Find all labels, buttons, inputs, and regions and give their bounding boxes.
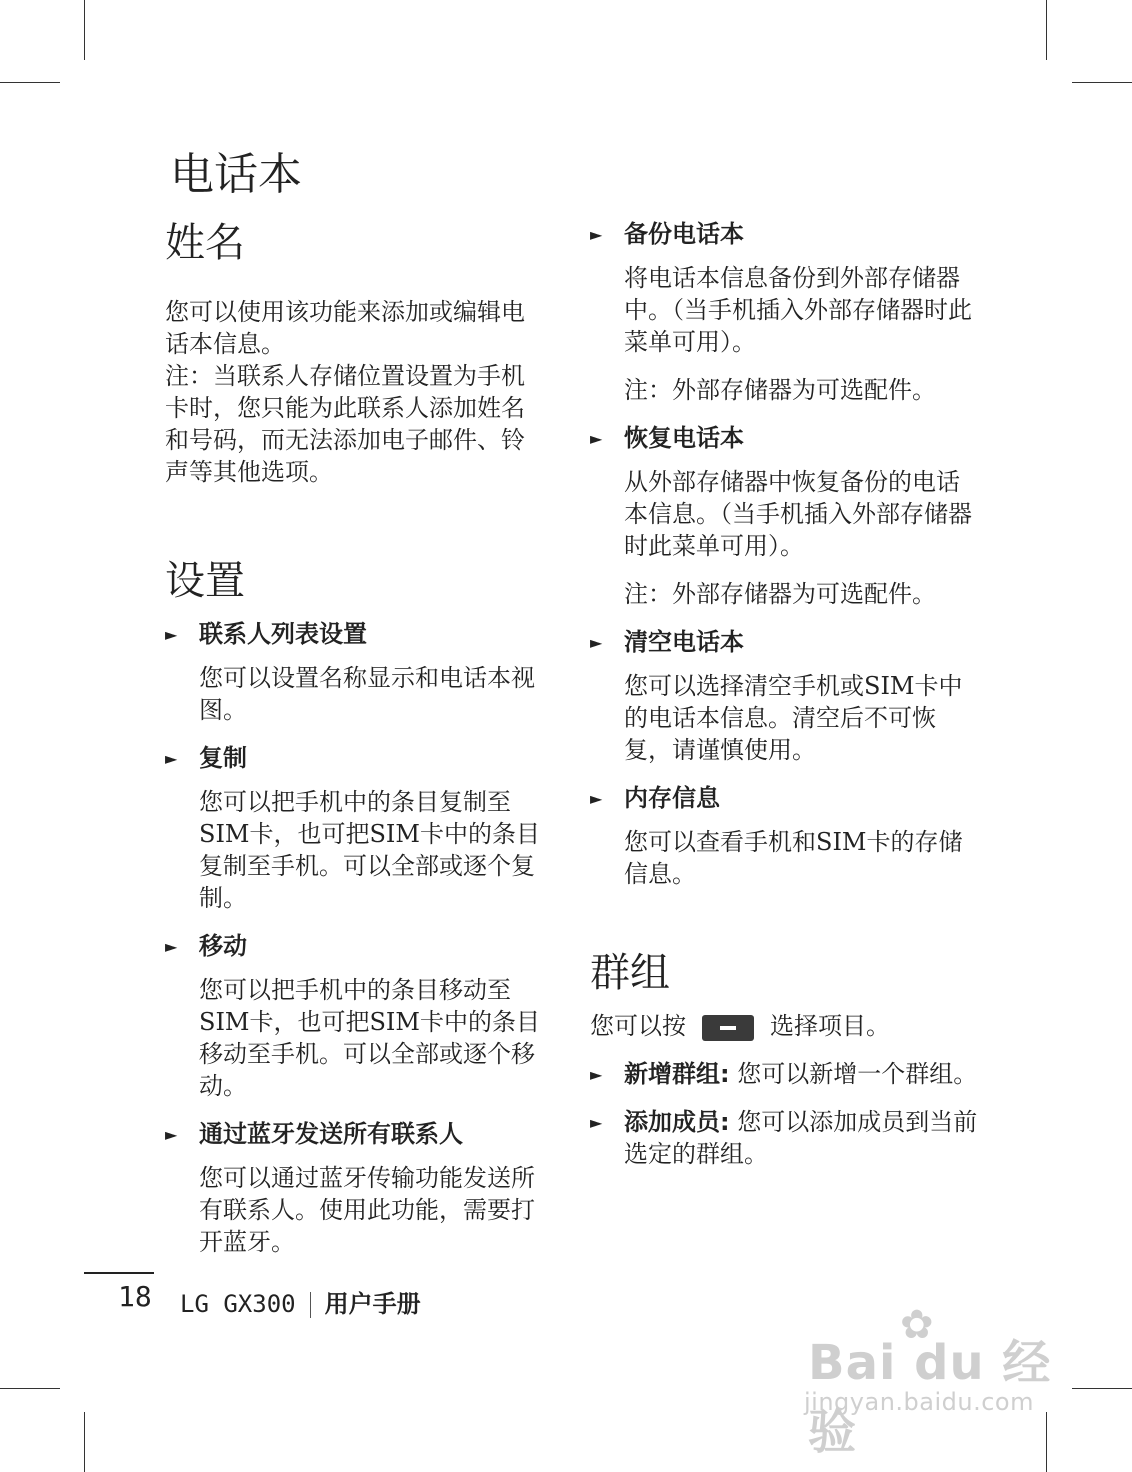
bullet-arrow-icon: ► bbox=[165, 1125, 178, 1144]
settings-item-copy bbox=[165, 742, 545, 914]
crop-mark bbox=[0, 82, 60, 83]
item-body: 您可以查看手机和SIM卡的存储信息。 bbox=[624, 828, 963, 888]
right-column bbox=[590, 218, 980, 1170]
item-title: 清空电话本 bbox=[624, 628, 744, 656]
settings-heading: 设置 bbox=[165, 558, 245, 604]
page-number: 18 bbox=[118, 1280, 152, 1313]
item-text bbox=[624, 1058, 980, 1090]
groups-intro-after: 选择项目。 bbox=[770, 1012, 890, 1040]
item-title: 联系人列表设置 bbox=[199, 620, 367, 648]
item-body: 您可以把手机中的条目移动至SIM卡，也可把SIM卡中的条目移动至手机。可以全部或逐个移动。 bbox=[199, 976, 540, 1100]
footer-rule bbox=[84, 1272, 154, 1274]
bullet-arrow-icon: ► bbox=[590, 633, 603, 652]
groups-intro bbox=[590, 1010, 980, 1042]
item-backup-phonebook bbox=[590, 218, 980, 406]
bullet-arrow-icon: ► bbox=[165, 937, 178, 956]
names-heading: 姓名 bbox=[165, 220, 245, 266]
item-title: 通过蓝牙发送所有联系人 bbox=[199, 1120, 463, 1148]
bullet-arrow-icon: ► bbox=[590, 1065, 603, 1084]
item-restore-phonebook bbox=[590, 422, 980, 610]
crop-mark bbox=[84, 0, 85, 60]
item-body: 您可以选择清空手机或SIM卡中的电话本信息。清空后不可恢复，请谨慎使用。 bbox=[624, 672, 963, 764]
watermark-logo: Bai du 经验 bbox=[808, 1335, 1052, 1460]
item-title: 添加成员: bbox=[624, 1108, 730, 1136]
bullet-arrow-icon: ► bbox=[590, 789, 603, 808]
item-note: 注：外部存储器为可选配件。 bbox=[624, 580, 936, 608]
item-title: 移动 bbox=[199, 932, 247, 960]
item-title: 新增群组: bbox=[624, 1060, 730, 1088]
settings-item-move bbox=[165, 930, 545, 1102]
groups-item-new bbox=[590, 1058, 980, 1090]
item-body: 您可以添加成员到当前选定的群组。 bbox=[624, 1108, 978, 1168]
item-body: 您可以新增一个群组。 bbox=[737, 1060, 978, 1088]
footer-manual: 用户手册 bbox=[324, 1290, 421, 1318]
item-title: 内存信息 bbox=[624, 784, 720, 812]
groups-intro-before: 您可以按 bbox=[590, 1012, 686, 1040]
crop-mark bbox=[1072, 1388, 1132, 1389]
left-column bbox=[165, 216, 545, 1258]
bullet-arrow-icon: ► bbox=[165, 749, 178, 768]
watermark-url: jingyan.baidu.com bbox=[804, 1388, 1034, 1416]
paw-icon: ✿ bbox=[900, 1302, 934, 1348]
item-note: 注：外部存储器为可选配件。 bbox=[624, 376, 936, 404]
footer-model: LG GX300 bbox=[180, 1290, 296, 1318]
item-title: 恢复电话本 bbox=[624, 424, 744, 452]
names-body: 您可以使用该功能来添加或编辑电话本信息。 bbox=[165, 298, 525, 358]
groups-item-add-member bbox=[590, 1106, 980, 1170]
item-title: 备份电话本 bbox=[624, 220, 744, 248]
page-title: 电话本 bbox=[170, 149, 302, 200]
bullet-arrow-icon: ► bbox=[165, 625, 178, 644]
names-note: 注：当联系人存储位置设置为手机卡时，您只能为此联系人添加姓名和号码，而无法添加电子邮件、铃声等其他选项。 bbox=[165, 362, 525, 486]
item-body: 将电话本信息备份到外部存储器中。（当手机插入外部存储器时此菜单可用）。 bbox=[624, 264, 972, 356]
settings-item-contact-list bbox=[165, 618, 545, 726]
settings-item-bluetooth-send bbox=[165, 1118, 545, 1258]
item-title: 复制 bbox=[199, 744, 247, 772]
baidu-watermark bbox=[800, 1302, 1070, 1460]
item-text bbox=[624, 1106, 980, 1170]
bullet-arrow-icon: ► bbox=[590, 429, 603, 448]
item-body: 您可以通过蓝牙传输功能发送所有联系人。使用此功能，需要打开蓝牙。 bbox=[199, 1164, 535, 1256]
item-clear-phonebook bbox=[590, 626, 980, 766]
item-body: 您可以把手机中的条目复制至SIM卡，也可把SIM卡中的条目复制至手机。可以全部或逐个复制。 bbox=[199, 788, 540, 912]
item-memory-info bbox=[590, 782, 980, 890]
crop-mark bbox=[0, 1388, 60, 1389]
crop-mark bbox=[84, 1412, 85, 1472]
soft-key-icon bbox=[702, 1015, 754, 1041]
groups-heading: 群组 bbox=[590, 950, 670, 996]
item-body: 从外部存储器中恢复备份的电话本信息。（当手机插入外部存储器时此菜单可用）。 bbox=[624, 468, 972, 560]
crop-mark bbox=[1072, 82, 1132, 83]
crop-mark bbox=[1046, 0, 1047, 60]
footer-label bbox=[180, 1284, 421, 1319]
bullet-arrow-icon: ► bbox=[590, 1113, 603, 1132]
item-body: 您可以设置名称显示和电话本视图。 bbox=[199, 664, 535, 724]
bullet-arrow-icon: ► bbox=[590, 225, 603, 244]
footer-separator bbox=[310, 1292, 311, 1318]
